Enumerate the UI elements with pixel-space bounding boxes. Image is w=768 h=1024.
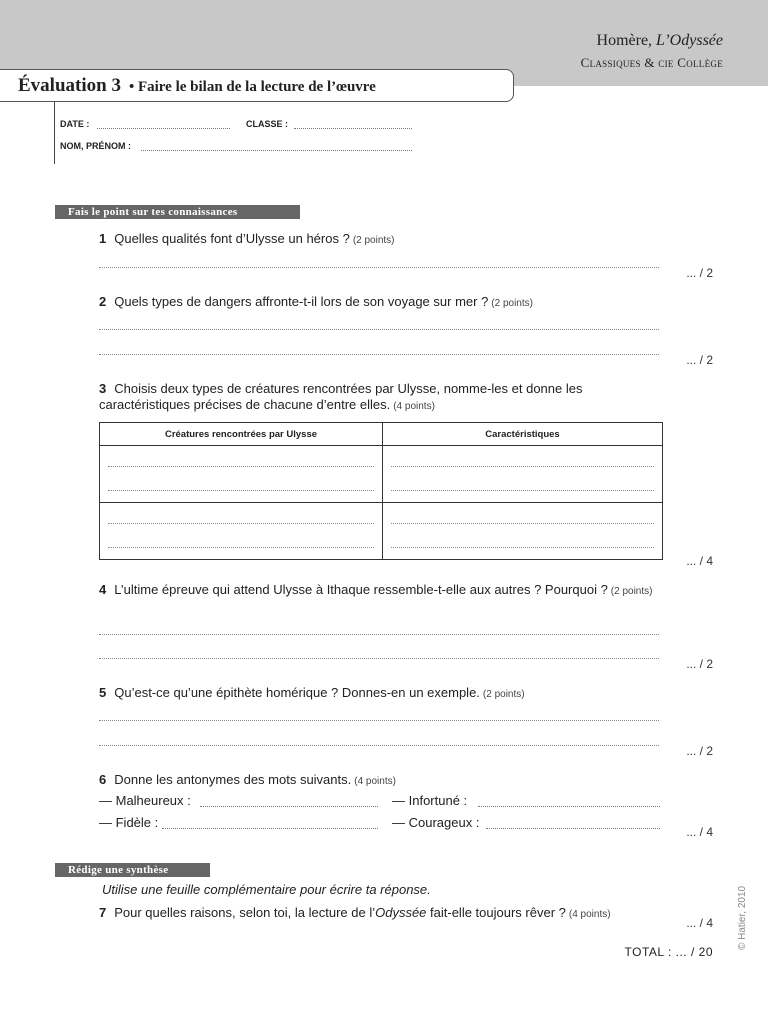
antonym-field[interactable]	[478, 806, 660, 807]
question-text: Quels types de dangers affronte-t-il lors de son voyage sur mer ?	[114, 294, 489, 309]
collection-name: Classiques & cie Collège	[580, 55, 723, 70]
question-3	[99, 381, 659, 415]
question-points: (2 points)	[610, 586, 653, 597]
synthesis-note: Utilise une feuille complémentaire pour écrire ta réponse.	[102, 882, 431, 897]
question-points: (2 points)	[491, 298, 533, 309]
question-4	[99, 582, 659, 600]
answer-line[interactable]	[99, 745, 659, 746]
antonym-field[interactable]	[200, 806, 378, 807]
question-number: 4	[99, 582, 107, 597]
score-6: ... / 4	[686, 825, 713, 839]
question-7	[99, 905, 659, 923]
table-cell[interactable]	[100, 503, 383, 560]
section-connaissances: Fais le point sur tes connaissances	[55, 205, 300, 219]
question-points: (2 points)	[482, 689, 525, 700]
score-3: ... / 4	[686, 554, 713, 568]
score-5: ... / 2	[686, 744, 713, 758]
question-points: (2 points)	[352, 235, 395, 246]
antonym-malheureux: — Malheureux :	[99, 793, 191, 808]
question-6	[99, 772, 659, 790]
question-text: Quelles qualités font d’Ulysse un héros ?	[114, 231, 350, 246]
table-cell[interactable]	[383, 446, 663, 503]
question-number: 6	[99, 772, 107, 787]
question-number: 3	[99, 381, 107, 396]
table-cell[interactable]	[383, 503, 663, 560]
antonym-courageux: — Courageux :	[392, 815, 480, 830]
score-1: ... / 2	[686, 266, 713, 280]
book-title	[597, 32, 723, 50]
author-name: Homère,	[596, 32, 653, 49]
question-number: 7	[99, 905, 107, 920]
date-label: DATE :	[60, 119, 90, 129]
question-number: 1	[99, 231, 107, 246]
answer-line[interactable]	[99, 354, 659, 355]
question-text: Pour quelles raisons, selon toi, la lecture de l’	[114, 905, 376, 920]
work-title: L’Odyssée	[656, 32, 723, 49]
nom-field[interactable]	[141, 150, 412, 151]
page-title	[18, 75, 376, 97]
question-1	[99, 231, 659, 249]
question-2	[99, 294, 659, 312]
table-header-caracteristiques: Caractéristiques	[383, 423, 663, 446]
table-header-creatures: Créatures rencontrées par Ulysse	[100, 423, 383, 446]
nom-label: NOM, PRÉNOM :	[60, 141, 131, 151]
question-text: fait-elle toujours rêver ?	[426, 905, 566, 920]
score-4: ... / 2	[686, 657, 713, 671]
question-number: 5	[99, 685, 107, 700]
antonym-infortune: — Infortuné :	[392, 793, 468, 808]
answer-line[interactable]	[99, 329, 659, 330]
table-row	[100, 446, 663, 503]
copyright: © Hatier, 2010	[737, 885, 748, 950]
question-points: (4 points)	[568, 909, 611, 920]
total-score: TOTAL : ... / 20	[624, 945, 713, 959]
eval-subtitle: • Faire le bilan de la lecture de l’œuvre	[128, 79, 376, 95]
score-2: ... / 2	[686, 353, 713, 367]
margin-rule	[54, 102, 55, 164]
answer-line[interactable]	[99, 267, 659, 268]
classe-label: CLASSE :	[246, 119, 289, 129]
antonym-field[interactable]	[486, 828, 660, 829]
table-row	[100, 503, 663, 560]
question-number: 2	[99, 294, 107, 309]
question-5	[99, 685, 659, 703]
question-points: (4 points)	[393, 401, 435, 412]
section-synthese: Rédige une synthèse	[55, 863, 210, 877]
classe-field[interactable]	[294, 128, 412, 129]
question-text: Qu’est-ce qu’une épithète homérique ? Donnes-en un exemple.	[114, 685, 480, 700]
creatures-table	[99, 422, 663, 560]
eval-number: Évaluation 3	[18, 75, 121, 96]
antonym-field[interactable]	[162, 828, 378, 829]
question-text-italic: Odyssée	[375, 905, 427, 920]
question-points: (4 points)	[354, 776, 396, 787]
answer-line[interactable]	[99, 720, 659, 721]
date-field[interactable]	[97, 128, 230, 129]
antonym-fidele: — Fidèle :	[99, 815, 159, 830]
question-text: Donne les antonymes des mots suivants.	[114, 772, 352, 787]
score-7: ... / 4	[686, 916, 713, 930]
answer-line[interactable]	[99, 634, 659, 635]
question-text: L’ultime épreuve qui attend Ulysse à Ithaque ressemble-t-elle aux autres ? Pourquoi ?	[114, 582, 608, 597]
question-text: Choisis deux types de créatures rencontrées par Ulysse, nomme-les et donne les caractéristiques précises de chacune d’entre elles.	[99, 381, 583, 412]
table-cell[interactable]	[100, 446, 383, 503]
answer-line[interactable]	[99, 658, 659, 659]
